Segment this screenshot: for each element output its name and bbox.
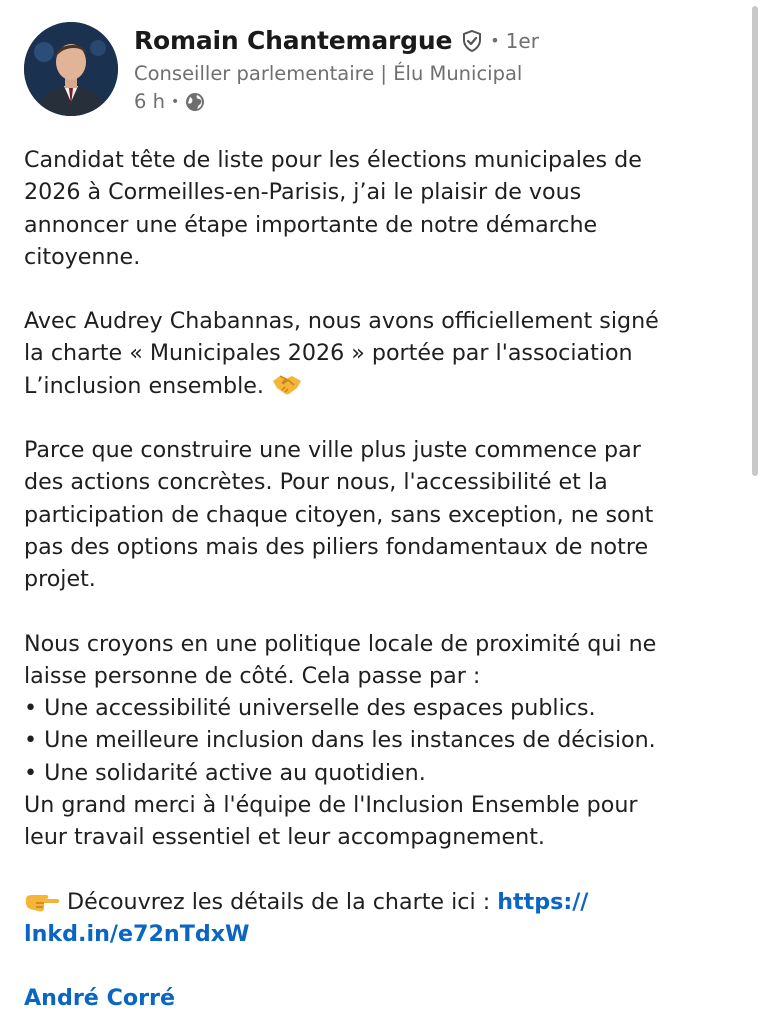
paragraph-mention bbox=[24, 982, 744, 1014]
post-link[interactable]: https:// bbox=[497, 888, 589, 915]
text-line: projet. bbox=[24, 566, 96, 593]
paragraph-link bbox=[24, 886, 744, 951]
text-line: leur travail essentiel et leur accompagnement. bbox=[24, 824, 545, 851]
text-line: L’inclusion ensemble. bbox=[24, 372, 264, 399]
bullet-item: • Une solidarité active au quotidien. bbox=[24, 759, 426, 786]
text-line: Un grand merci à l'équipe de l'Inclusion Ensemble pour bbox=[24, 792, 638, 819]
paragraph-commitments bbox=[24, 628, 744, 854]
paragraph-intro bbox=[24, 144, 744, 273]
post-link[interactable]: lnkd.in/e72nTdxW bbox=[24, 920, 250, 947]
post-time: 6 h bbox=[134, 90, 165, 113]
connection-degree: 1er bbox=[505, 28, 539, 53]
bullet-item: • Une accessibilité universelle des espaces publics. bbox=[24, 695, 596, 722]
mention-link[interactable]: André Corré bbox=[24, 985, 176, 1012]
paragraph-values bbox=[24, 434, 744, 595]
text-line: laisse personne de côté. Cela passe par : bbox=[24, 662, 481, 689]
text-line: pas des options mais des piliers fondamentaux de notre bbox=[24, 533, 649, 560]
globe-icon bbox=[185, 92, 205, 112]
author-headline: Conseiller parlementaire | Élu Municipal bbox=[134, 62, 523, 85]
text-line: Nous croyons en une politique locale de proximité qui ne bbox=[24, 630, 657, 657]
avatar[interactable] bbox=[24, 22, 118, 116]
link-intro-text: Découvrez les détails de la charte ici : bbox=[60, 888, 498, 915]
text-line: citoyenne. bbox=[24, 243, 141, 270]
text-line: 2026 à Cormeilles-en-Parisis, j’ai le plaisir de vous bbox=[24, 179, 582, 206]
handshake-emoji-icon bbox=[271, 371, 303, 397]
separator-dot: • bbox=[170, 93, 180, 110]
author-name[interactable]: Romain Chantemargue bbox=[134, 26, 453, 55]
paragraph-charter bbox=[24, 305, 744, 402]
text-line: annoncer une étape importante de notre démarche bbox=[24, 211, 598, 238]
post-body bbox=[24, 144, 744, 1015]
text-line: Candidat tête de liste pour les élections municipales de bbox=[24, 147, 642, 173]
verified-icon bbox=[460, 29, 484, 53]
text-line: Parce que construire une ville plus juste commence par bbox=[24, 437, 641, 464]
text-line: participation de chaque citoyen, sans exception, ne sont bbox=[24, 501, 654, 528]
text-line: Avec Audrey Chabannas, nous avons officiellement signé bbox=[24, 308, 659, 335]
scrollbar[interactable] bbox=[752, 6, 758, 476]
avatar-image bbox=[24, 22, 118, 116]
text-line: des actions concrètes. Pour nous, l'accessibilité et la bbox=[24, 469, 608, 496]
pointing-right-emoji-icon bbox=[24, 889, 60, 913]
post-header bbox=[24, 22, 724, 122]
text-line: la charte « Municipales 2026 » portée par l'association bbox=[24, 340, 633, 367]
bullet-item: • Une meilleure inclusion dans les instances de décision. bbox=[24, 727, 656, 754]
separator-dot: • bbox=[490, 31, 500, 50]
